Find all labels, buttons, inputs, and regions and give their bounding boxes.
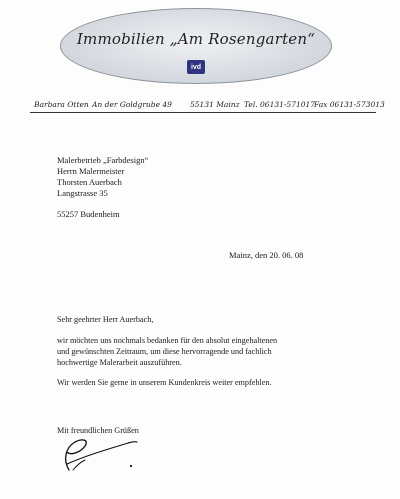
address-tel: Tel. 06131-571017 bbox=[244, 100, 316, 109]
recipient-name: Thorsten Auerbach bbox=[57, 177, 122, 187]
letter-date: Mainz, den 20. 06. 08 bbox=[229, 250, 304, 260]
recipient-company: Malerbetrieb „Farbdesign“ bbox=[57, 155, 149, 165]
address-fax: Fax 06131-573013 bbox=[314, 100, 385, 109]
recipient-city: 55257 Budenheim bbox=[57, 209, 120, 219]
handwritten-signature bbox=[55, 430, 150, 475]
ivd-logo-icon: ivd bbox=[187, 60, 205, 74]
body-paragraph-2: Wir werden Sie gerne in unserem Kundenkreis weiter empfehlen. bbox=[57, 378, 272, 387]
closing: Mit freundlichen Grüßen bbox=[57, 426, 139, 435]
recipient-title: Herrn Malermeister bbox=[57, 166, 125, 176]
recipient-street: Langstrasse 35 bbox=[57, 188, 108, 198]
address-street: An der Goldgrube 49 bbox=[92, 100, 172, 109]
header-divider bbox=[30, 112, 376, 113]
body-line-3: hochwertige Malerarbeit auszuführen. bbox=[57, 358, 182, 367]
company-name: Immobilien „Am Rosengarten“ bbox=[76, 30, 316, 48]
address-city: 55131 Mainz bbox=[190, 100, 240, 109]
body-line-1: wir möchten uns nochmals bedanken für den absolut eingehaltenen bbox=[57, 336, 278, 345]
salutation: Sehr geehrter Herr Auerbach, bbox=[57, 315, 154, 324]
address-name: Barbara Otten bbox=[34, 100, 89, 109]
body-line-2: und gewünschten Zeitraum, um diese hervorragende und fachlich bbox=[57, 347, 272, 356]
